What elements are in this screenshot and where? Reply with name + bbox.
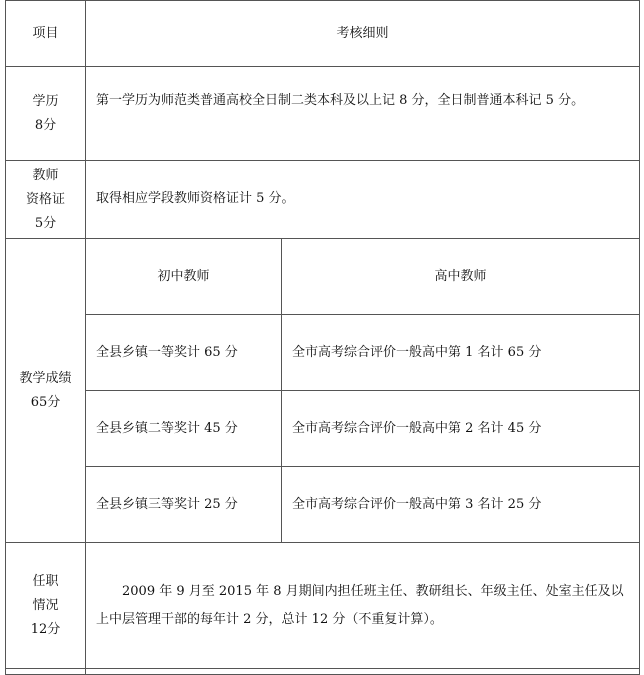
education-text-cell: 第一学历为师范类普通高校全日制二类本科及以上记 8 分，全日制普通本科记 5 分。 bbox=[86, 67, 640, 161]
education-score-line: 8分 bbox=[34, 117, 57, 133]
certificate-label-cell bbox=[6, 161, 86, 239]
education-label-cell bbox=[6, 67, 86, 161]
certificate-row bbox=[6, 161, 640, 239]
senior-rank-cell: 全市高考综合评价一般高中第 2 名计 45 分 bbox=[282, 391, 640, 467]
header-row bbox=[6, 1, 640, 67]
performance-subheader-row bbox=[6, 239, 640, 315]
senior-teacher-header: 高中教师 bbox=[282, 239, 640, 315]
education-row bbox=[6, 67, 640, 161]
performance-row bbox=[6, 315, 640, 391]
junior-award-cell: 全县乡镇一等奖计 65 分 bbox=[86, 315, 282, 391]
certificate-label-line: 教师 bbox=[32, 167, 59, 183]
service-label-cell bbox=[6, 543, 86, 669]
senior-rank-cell: 全市高考综合评价一般高中第 1 名计 65 分 bbox=[282, 315, 640, 391]
service-row bbox=[6, 543, 640, 669]
education-label-line: 学历 bbox=[32, 93, 59, 109]
junior-award-cell: 全县乡镇二等奖计 45 分 bbox=[86, 391, 282, 467]
junior-award-cell: 全县乡镇三等奖计 25 分 bbox=[86, 467, 282, 543]
service-label-line: 任职 bbox=[32, 573, 59, 589]
service-text-cell: 2009 年 9 月至 2015 年 8 月期间内担任班主任、教研组长、年级主任、处室主任及以上中层管理干部的每年计 2 分，总计 12 分（不重复计算）。 bbox=[86, 543, 640, 669]
senior-rank-cell: 全市高考综合评价一般高中第 3 名计 25 分 bbox=[282, 467, 640, 543]
certificate-score-line: 5分 bbox=[34, 215, 57, 231]
certificate-text-cell: 取得相应学段教师资格证计 5 分。 bbox=[86, 161, 640, 239]
junior-teacher-header: 初中教师 bbox=[86, 239, 282, 315]
performance-label-cell bbox=[6, 239, 86, 543]
header-criteria-cell: 考核细则 bbox=[86, 1, 640, 67]
certificate-label-line: 资格证 bbox=[25, 191, 65, 207]
performance-row bbox=[6, 467, 640, 543]
performance-score-line: 65分 bbox=[30, 394, 61, 410]
header-item-cell: 项目 bbox=[6, 1, 86, 67]
performance-row bbox=[6, 391, 640, 467]
assessment-table bbox=[5, 0, 640, 675]
service-label-line: 情况 bbox=[32, 597, 59, 613]
service-score-line: 12分 bbox=[30, 621, 61, 637]
performance-label-line: 教学成绩 bbox=[19, 370, 72, 386]
